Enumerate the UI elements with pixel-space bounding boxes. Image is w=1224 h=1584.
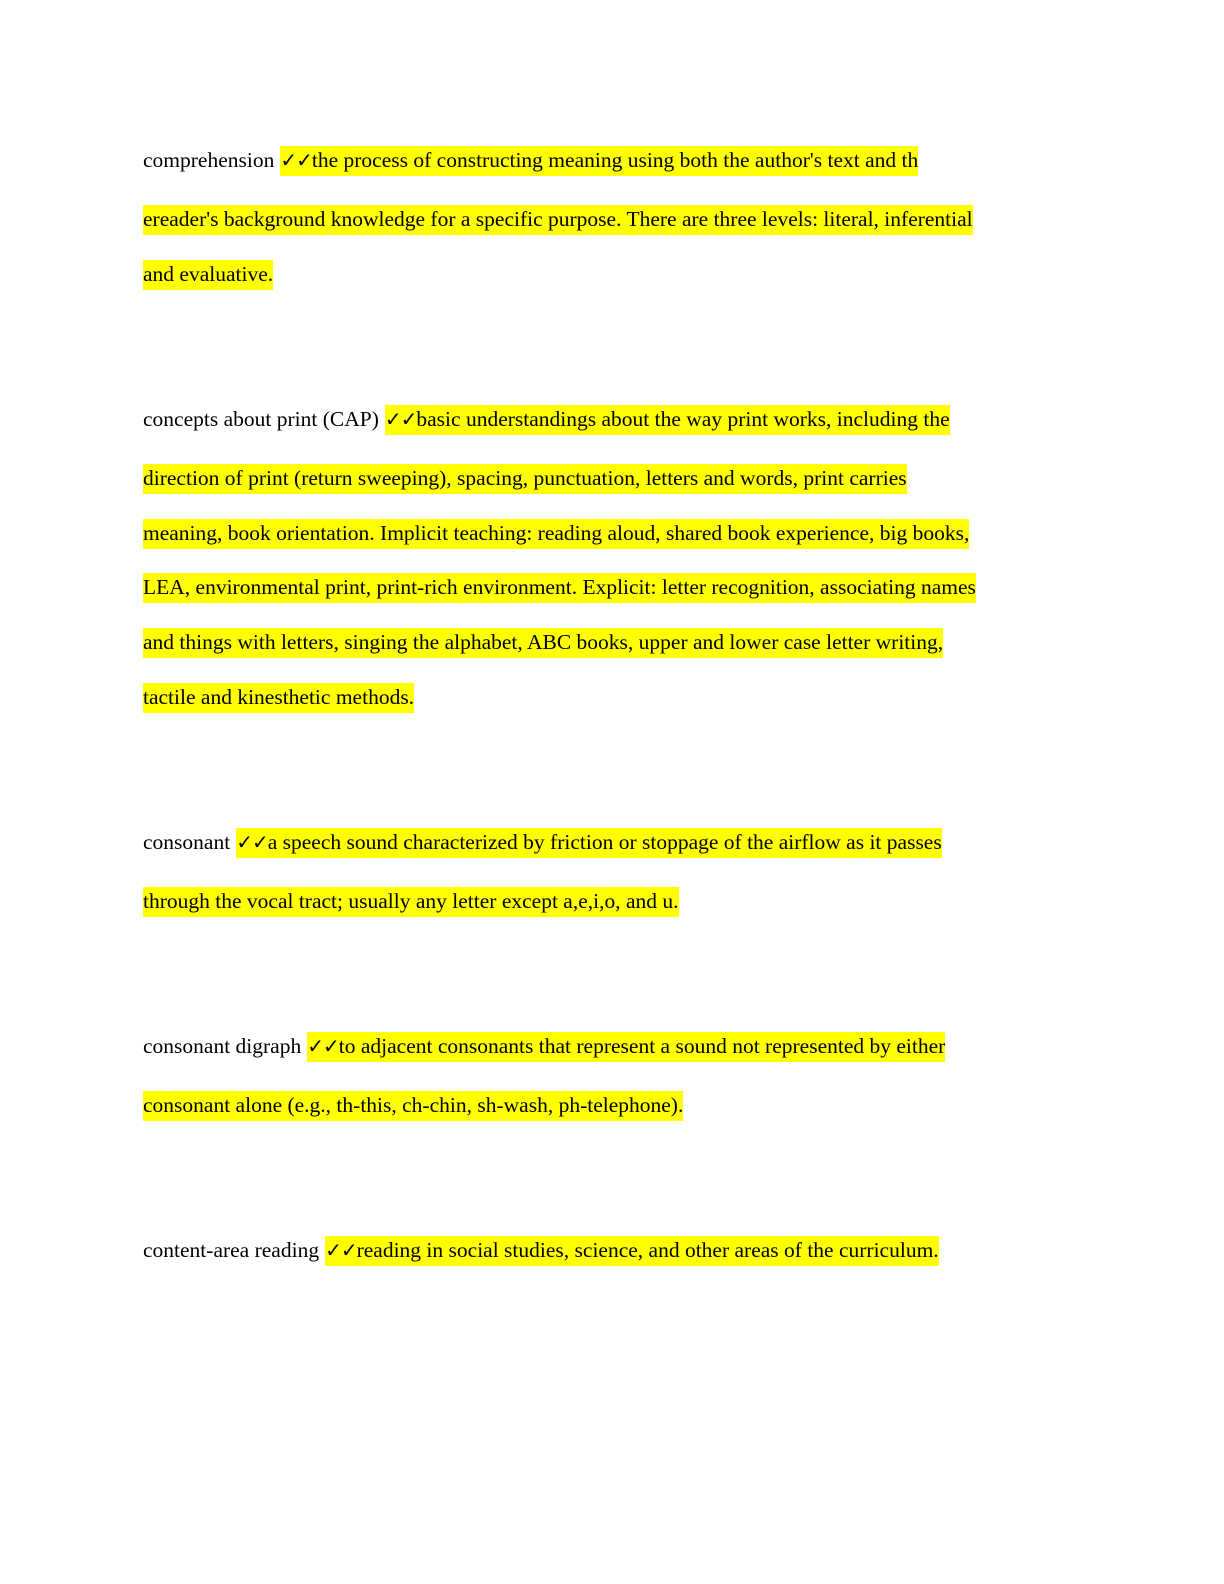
entry-line	[143, 518, 969, 548]
definition-text: tactile and kinesthetic methods.	[143, 683, 414, 713]
definition-text: the process of constructing meaning using both the author's text and th	[311, 148, 919, 172]
definition-text: and things with letters, singing the alphabet, ABC books, upper and lower case letter writing,	[143, 628, 943, 658]
glossary-term: comprehension	[143, 148, 275, 172]
definition-text: direction of print (return sweeping), spacing, punctuation, letters and words, print carries	[143, 464, 907, 494]
glossary-term: concepts about print (CAP)	[143, 407, 379, 431]
definition-text: basic understandings about the way print works, including the	[416, 407, 950, 431]
entry-line	[143, 1090, 683, 1120]
entry-line	[143, 827, 942, 857]
entry-line	[143, 463, 907, 493]
definition-text: meaning, book orientation. Implicit teaching: reading aloud, shared book experience, big books,	[143, 519, 969, 549]
definition-text: and evaluative.	[143, 260, 273, 290]
double-check-icon: ✓✓	[384, 407, 417, 431]
definition-text: reading in social studies, science, and other areas of the curriculum.	[356, 1238, 939, 1262]
glossary-term: consonant	[143, 830, 231, 854]
glossary-term: consonant digraph	[143, 1034, 302, 1058]
entry-line	[143, 682, 414, 712]
glossary-term: content-area reading	[143, 1238, 320, 1262]
definition-text: LEA, environmental print, print-rich environment. Explicit: letter recognition, associating names	[143, 573, 976, 603]
definition-text: consonant alone (e.g., th-this, ch-chin, sh-wash, ph-telephone).	[143, 1091, 683, 1121]
entry-line	[143, 886, 679, 916]
definition-text: through the vocal tract; usually any letter except a,e,i,o, and u.	[143, 887, 679, 917]
definition-text: to adjacent consonants that represent a sound not represented by either	[338, 1034, 946, 1058]
definition-text: ereader's background knowledge for a specific purpose. There are three levels: literal, inferential	[143, 205, 973, 235]
entry-line	[143, 1031, 945, 1061]
definition-text: a speech sound characterized by friction or stoppage of the airflow as it passes	[267, 830, 942, 854]
double-check-icon: ✓✓	[325, 1238, 357, 1262]
entry-line	[143, 404, 950, 434]
double-check-icon: ✓✓	[307, 1034, 339, 1058]
entry-line	[143, 572, 976, 602]
entry-line	[143, 204, 973, 234]
entry-line	[143, 145, 918, 175]
double-check-icon: ✓✓	[236, 830, 268, 854]
entry-line	[143, 1235, 939, 1265]
entry-line	[143, 627, 943, 657]
double-check-icon: ✓✓	[280, 148, 312, 172]
entry-line	[143, 259, 273, 289]
